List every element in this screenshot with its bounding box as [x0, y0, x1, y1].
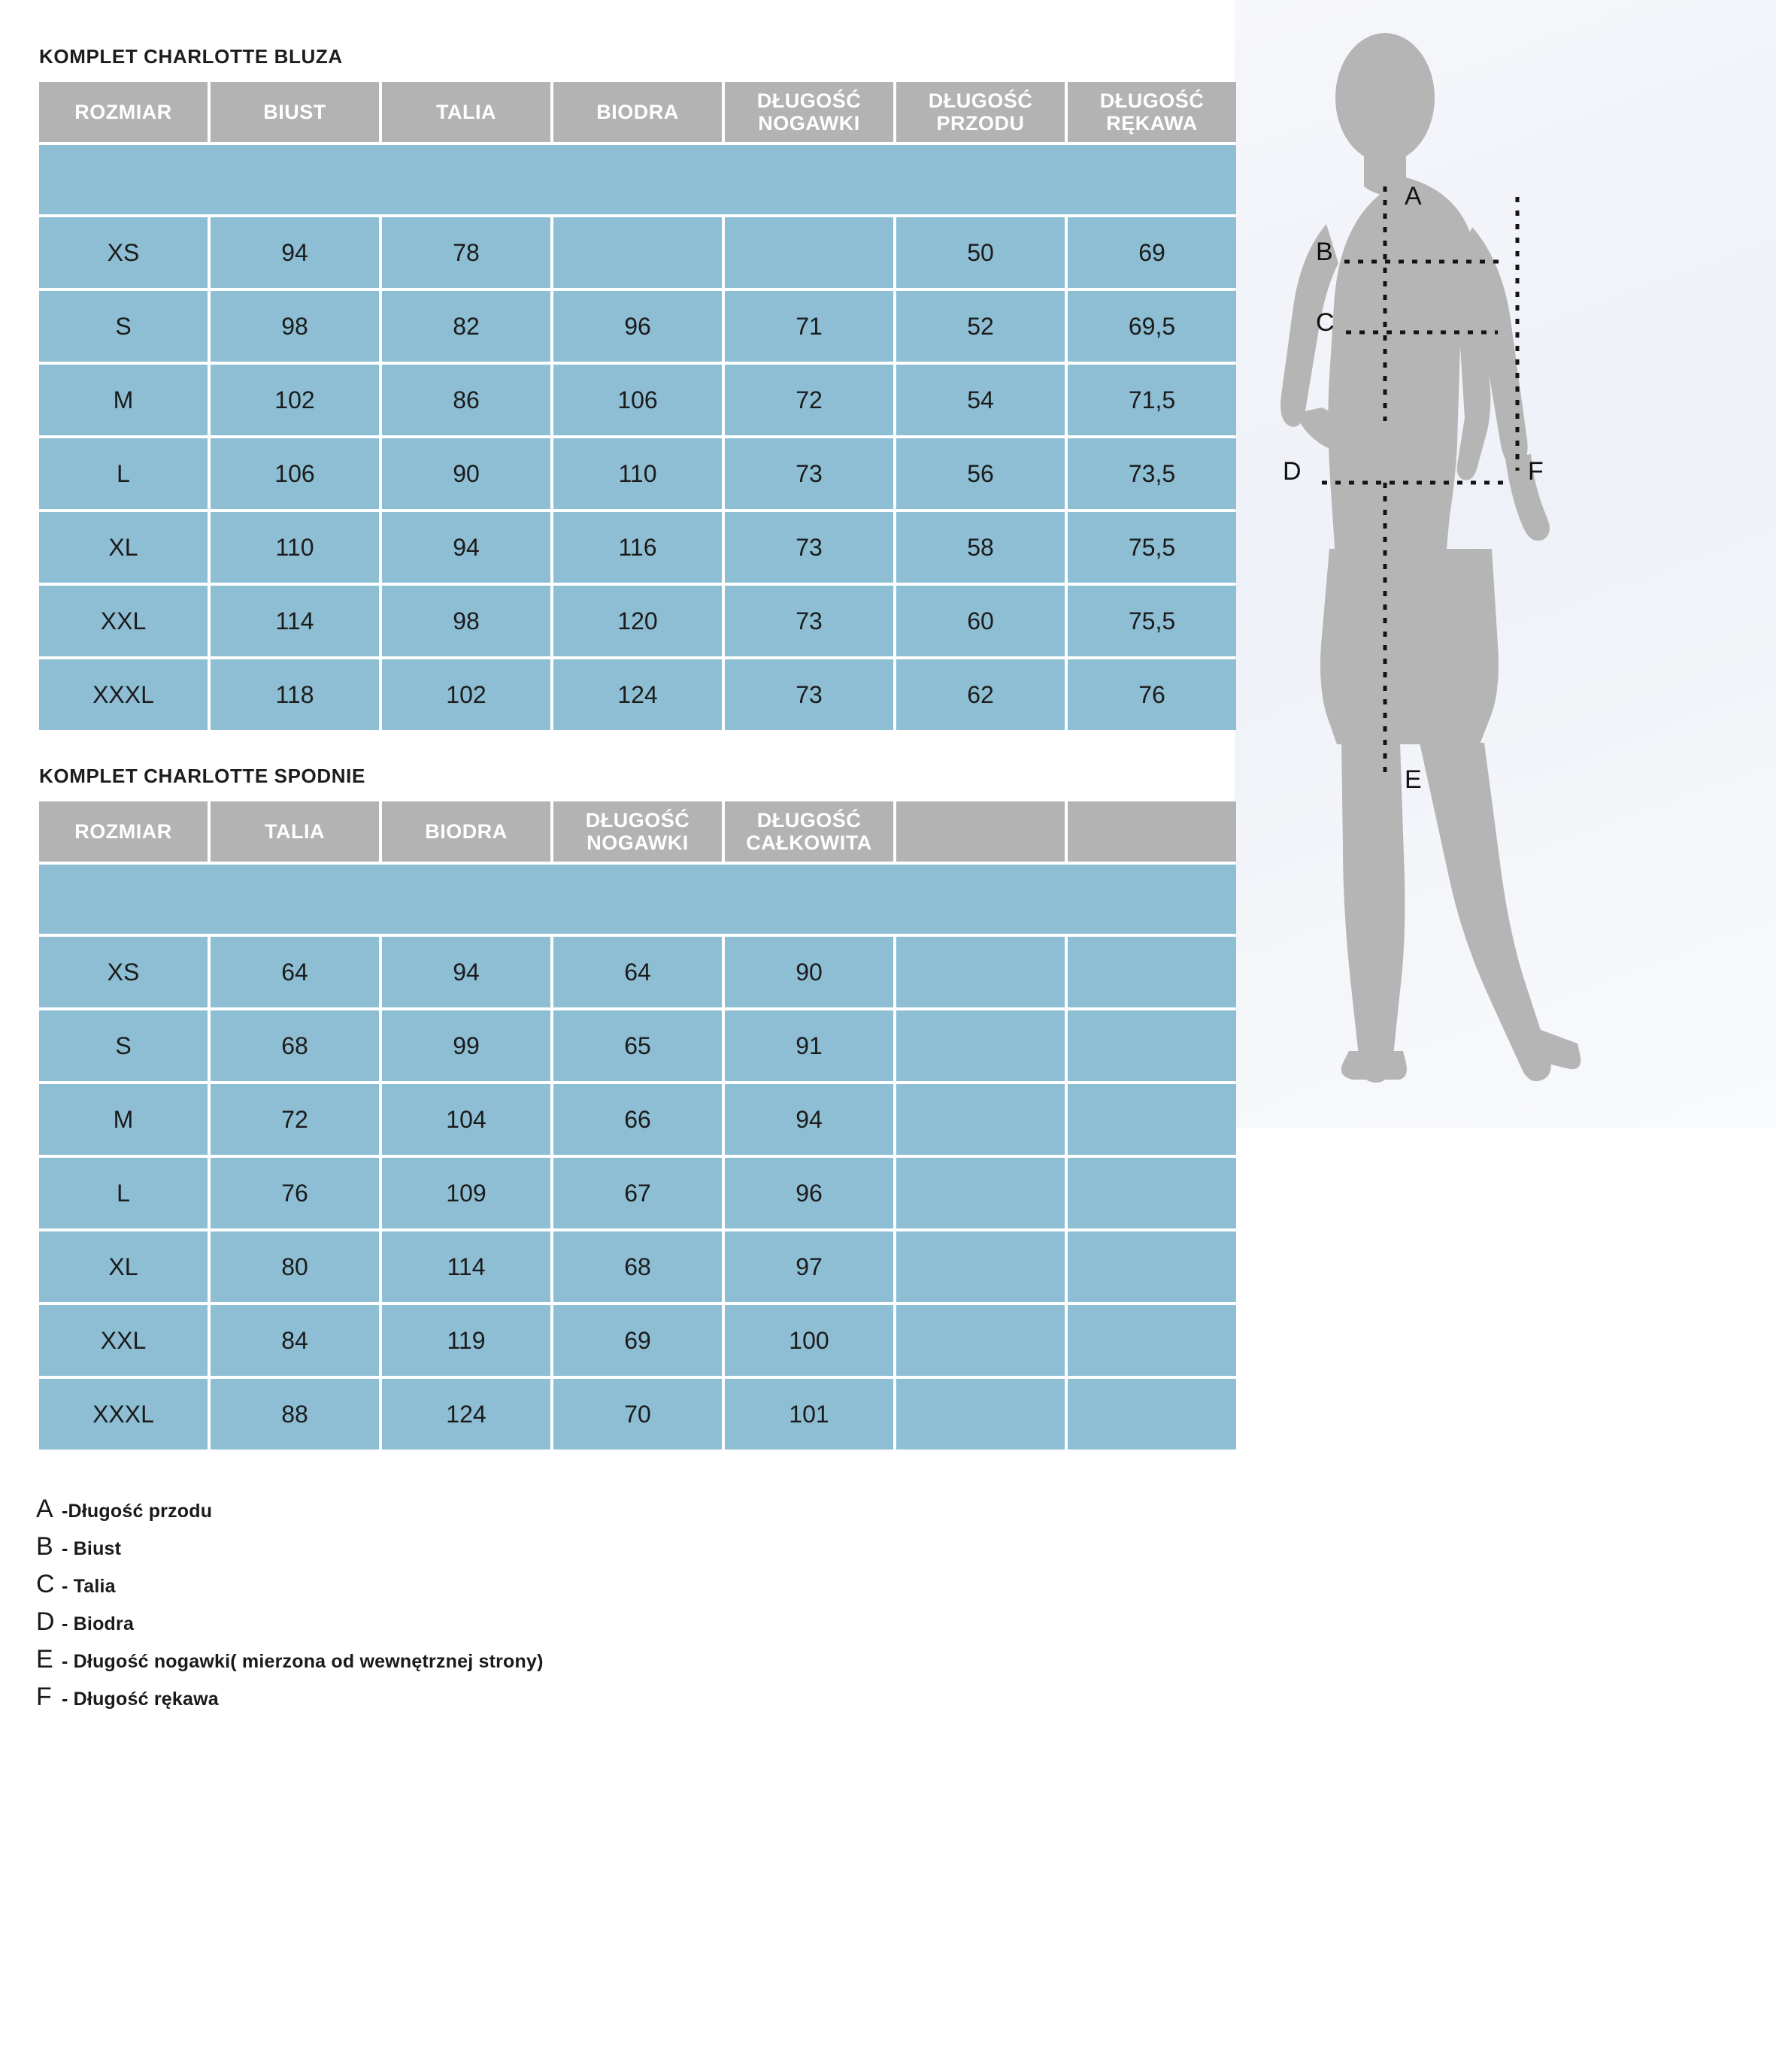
cell-value: 73,5 [1068, 438, 1236, 509]
table-row [39, 438, 1236, 509]
legend-item-f [36, 1683, 1776, 1712]
cell-empty [1068, 937, 1236, 1007]
legend-letter: F [36, 1683, 52, 1711]
cell-value: 58 [896, 512, 1065, 583]
cell-value: 75,5 [1068, 586, 1236, 656]
cell-value: 68 [211, 1010, 379, 1081]
cell-value: 118 [211, 659, 379, 730]
col-header-talia: TALIA [382, 82, 550, 142]
cell-size: S [39, 291, 208, 362]
cell-size: XL [39, 1231, 208, 1302]
cell-value: 90 [382, 438, 550, 509]
cell-value: 66 [553, 1084, 722, 1155]
legend-letter: A [36, 1495, 53, 1523]
legend-text: - Długość rękawa [62, 1689, 219, 1710]
table-row [39, 217, 1236, 288]
cell-empty [1068, 1305, 1236, 1376]
cell-empty [1068, 1379, 1236, 1449]
legend-text: - Długość nogawki( mierzona od wewnętrznej strony) [62, 1651, 544, 1672]
cell-value: 62 [896, 659, 1065, 730]
size-table-spodnie [36, 798, 1239, 1453]
cell-value: 120 [553, 586, 722, 656]
cell-value: 65 [553, 1010, 722, 1081]
cell-empty [896, 1231, 1065, 1302]
cell-value: 104 [382, 1084, 550, 1155]
cell-empty [896, 1084, 1065, 1155]
col-header-empty-1 [896, 801, 1065, 862]
cell-value: 71,5 [1068, 365, 1236, 435]
cell-value: 76 [211, 1158, 379, 1228]
cell-value [553, 217, 722, 288]
cell-value: 99 [382, 1010, 550, 1081]
cell-size: S [39, 1010, 208, 1081]
cell-value: 88 [211, 1379, 379, 1449]
cell-value: 100 [725, 1305, 893, 1376]
figure-label-d: D [1283, 457, 1302, 486]
cell-value: 56 [896, 438, 1065, 509]
legend-item-d [36, 1607, 1776, 1637]
cell-size: L [39, 1158, 208, 1228]
cell-value: 72 [211, 1084, 379, 1155]
cell-value: 124 [553, 659, 722, 730]
cell-value [725, 217, 893, 288]
cell-size: M [39, 365, 208, 435]
cell-size: XXL [39, 586, 208, 656]
legend-letter: D [36, 1607, 55, 1636]
table-row [39, 586, 1236, 656]
spacer-cell [39, 145, 1236, 214]
legend-text: -Długość przodu [62, 1501, 213, 1522]
legend-letter: B [36, 1532, 53, 1561]
cell-value: 94 [725, 1084, 893, 1155]
cell-empty [896, 1379, 1065, 1449]
cell-size: L [39, 438, 208, 509]
cell-value: 101 [725, 1379, 893, 1449]
cell-value: 124 [382, 1379, 550, 1449]
legend-text: - Biodra [62, 1613, 135, 1634]
cell-empty [1068, 1231, 1236, 1302]
legend [36, 1495, 1776, 1712]
legend-letter: C [36, 1570, 55, 1598]
cell-value: 114 [382, 1231, 550, 1302]
col-header-talia: TALIA [211, 801, 379, 862]
figure-label-f: F [1528, 457, 1544, 486]
cell-value: 54 [896, 365, 1065, 435]
cell-value: 96 [725, 1158, 893, 1228]
cell-value: 69,5 [1068, 291, 1236, 362]
legend-text: - Talia [62, 1576, 116, 1597]
cell-value: 76 [1068, 659, 1236, 730]
col-header-dlugosc-nogawki: DŁUGOŚĆ NOGAWKI [553, 801, 722, 862]
table-spacer [39, 865, 1236, 934]
cell-value: 82 [382, 291, 550, 362]
col-header-biodra: BIODRA [382, 801, 550, 862]
cell-size: XXXL [39, 659, 208, 730]
legend-item-b [36, 1532, 1776, 1562]
cell-value: 69 [553, 1305, 722, 1376]
size-table-bluza [36, 79, 1239, 733]
cell-value: 90 [725, 937, 893, 1007]
figure-label-a: A [1405, 182, 1422, 211]
figure-label-e: E [1405, 765, 1422, 794]
cell-value: 94 [382, 937, 550, 1007]
spacer-cell [39, 865, 1236, 934]
cell-value: 72 [725, 365, 893, 435]
col-header-biust: BIUST [211, 82, 379, 142]
cell-value: 94 [382, 512, 550, 583]
cell-size: XS [39, 217, 208, 288]
cell-value: 91 [725, 1010, 893, 1081]
cell-value: 106 [553, 365, 722, 435]
cell-value: 73 [725, 586, 893, 656]
cell-size: XL [39, 512, 208, 583]
legend-item-e [36, 1645, 1776, 1674]
cell-value: 73 [725, 659, 893, 730]
table-row [39, 291, 1236, 362]
cell-value: 52 [896, 291, 1065, 362]
cell-value: 68 [553, 1231, 722, 1302]
cell-empty [1068, 1084, 1236, 1155]
cell-value: 110 [211, 512, 379, 583]
cell-value: 110 [553, 438, 722, 509]
cell-value: 102 [382, 659, 550, 730]
table-row [39, 365, 1236, 435]
table-row [39, 1084, 1236, 1155]
cell-value: 98 [382, 586, 550, 656]
figure-label-b: B [1316, 238, 1333, 266]
table-header-row [39, 801, 1236, 862]
cell-value: 116 [553, 512, 722, 583]
legend-text: - Biust [62, 1538, 122, 1559]
cell-value: 119 [382, 1305, 550, 1376]
cell-empty [896, 1010, 1065, 1081]
table-header-row [39, 82, 1236, 142]
cell-value: 73 [725, 512, 893, 583]
col-header-rozmiar: ROZMIAR [39, 82, 208, 142]
cell-size: XXL [39, 1305, 208, 1376]
table-row [39, 1379, 1236, 1449]
cell-size: XXXL [39, 1379, 208, 1449]
cell-value: 78 [382, 217, 550, 288]
table-title-bluza: KOMPLET CHARLOTTE BLUZA [39, 45, 343, 68]
cell-empty [1068, 1010, 1236, 1081]
cell-value: 60 [896, 586, 1065, 656]
cell-value: 109 [382, 1158, 550, 1228]
figure-label-c: C [1316, 308, 1335, 337]
cell-empty [896, 937, 1065, 1007]
cell-value: 97 [725, 1231, 893, 1302]
table-row [39, 1231, 1236, 1302]
cell-empty [896, 1158, 1065, 1228]
cell-empty [896, 1305, 1065, 1376]
cell-value: 64 [211, 937, 379, 1007]
cell-empty [1068, 1158, 1236, 1228]
cell-value: 71 [725, 291, 893, 362]
legend-item-c [36, 1570, 1776, 1599]
cell-value: 64 [553, 937, 722, 1007]
cell-value: 114 [211, 586, 379, 656]
table-title-spodnie: KOMPLET CHARLOTTE SPODNIE [39, 765, 365, 787]
legend-item-a [36, 1495, 1776, 1524]
cell-value: 84 [211, 1305, 379, 1376]
cell-value: 50 [896, 217, 1065, 288]
cell-size: M [39, 1084, 208, 1155]
table-row [39, 659, 1236, 730]
cell-size: XS [39, 937, 208, 1007]
cell-value: 69 [1068, 217, 1236, 288]
col-header-dlugosc-calkowita: DŁUGOŚĆ CAŁKOWITA [725, 801, 893, 862]
cell-value: 70 [553, 1379, 722, 1449]
col-header-rozmiar: ROZMIAR [39, 801, 208, 862]
cell-value: 102 [211, 365, 379, 435]
col-header-biodra: BIODRA [553, 82, 722, 142]
cell-value: 80 [211, 1231, 379, 1302]
table-row [39, 1010, 1236, 1081]
cell-value: 75,5 [1068, 512, 1236, 583]
col-header-empty-2 [1068, 801, 1236, 862]
cell-value: 96 [553, 291, 722, 362]
col-header-dlugosc-rekawa: DŁUGOŚĆ RĘKAWA [1068, 82, 1236, 142]
female-silhouette-icon [1280, 33, 1581, 1083]
legend-letter: E [36, 1645, 53, 1674]
table-row [39, 1158, 1236, 1228]
col-header-dlugosc-nogawki: DŁUGOŚĆ NOGAWKI [725, 82, 893, 142]
table-spacer [39, 145, 1236, 214]
table-row [39, 512, 1236, 583]
table-row [39, 937, 1236, 1007]
cell-value: 86 [382, 365, 550, 435]
cell-value: 73 [725, 438, 893, 509]
cell-value: 98 [211, 291, 379, 362]
cell-value: 94 [211, 217, 379, 288]
table-row [39, 1305, 1236, 1376]
cell-value: 106 [211, 438, 379, 509]
col-header-dlugosc-przodu: DŁUGOŚĆ PRZODU [896, 82, 1065, 142]
cell-value: 67 [553, 1158, 722, 1228]
measurement-figure [1272, 23, 1663, 1090]
